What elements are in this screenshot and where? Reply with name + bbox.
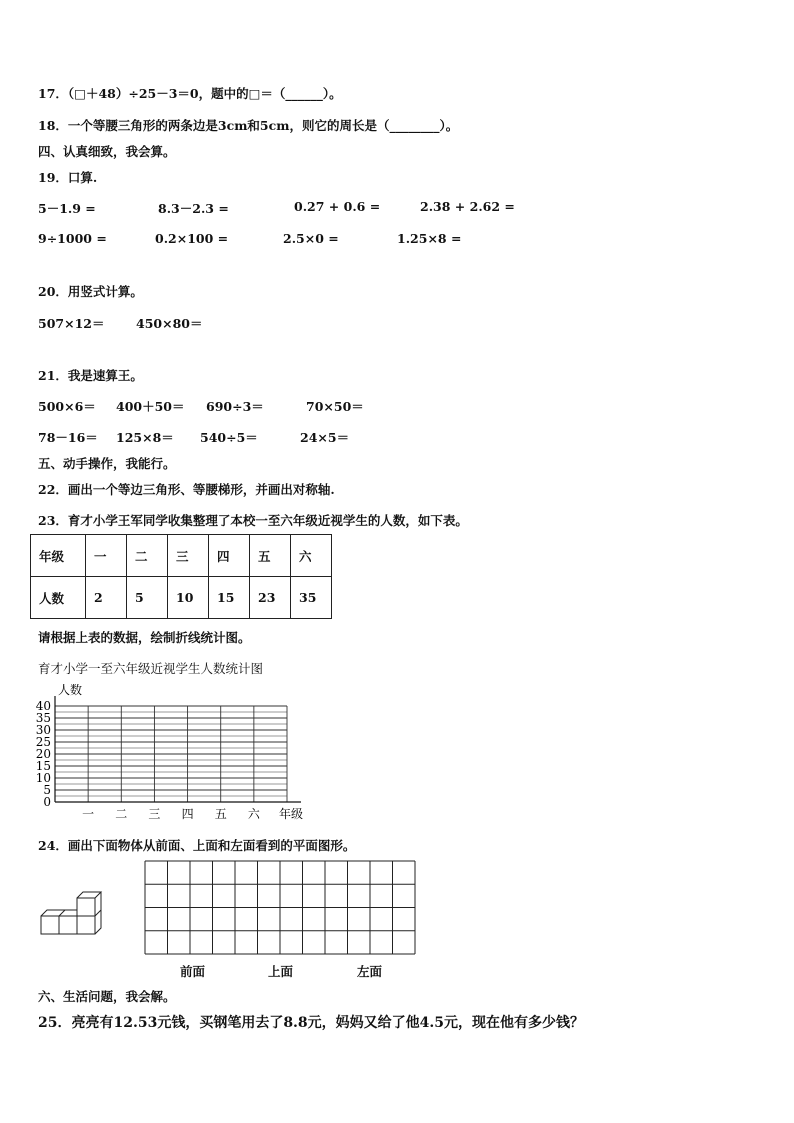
q21-expr-6: 125×8＝ bbox=[116, 430, 174, 445]
y-tick-label: 35 bbox=[35, 711, 51, 725]
question-24: 24．画出下面物体从前面、上面和左面看到的平面图形。 bbox=[38, 838, 356, 853]
chart-title: 育才小学一至六年级近视学生人数统计图 bbox=[38, 661, 264, 676]
cube-figure-svg bbox=[40, 890, 110, 940]
x-tick-label: 六 bbox=[247, 807, 260, 821]
question-18: 18．一个等腰三角形的两条边是3cm和5cm，则它的周长是（________）。 bbox=[38, 118, 459, 133]
question-17: 17．（□＋48）÷25－3＝0，题中的□＝（______）。 bbox=[38, 86, 342, 101]
x-tick-label: 五 bbox=[214, 807, 227, 821]
q20-expr-2: 450×80＝ bbox=[136, 316, 203, 331]
view-label-front: 前面 bbox=[180, 964, 206, 979]
q19-expr-7: 2.5×0 = bbox=[283, 231, 339, 246]
table-cell: 六 bbox=[291, 535, 332, 577]
section-5-heading: 五、动手操作，我能行。 bbox=[38, 456, 176, 471]
y-tick-label: 0 bbox=[43, 795, 51, 809]
q19-expr-2: 8.3－2.3 = bbox=[158, 201, 229, 216]
q19-expr-3: 0.27 + 0.6 = bbox=[294, 199, 381, 214]
table-row bbox=[31, 535, 332, 577]
section-4-heading: 四、认真细致，我会算。 bbox=[38, 144, 176, 159]
table-cell: 年级 bbox=[31, 535, 86, 577]
y-axis-label: 人数 bbox=[58, 684, 83, 697]
q21-expr-4: 70×50＝ bbox=[306, 399, 364, 414]
q19-expr-1: 5－1.9 = bbox=[38, 201, 96, 216]
table-row bbox=[31, 577, 332, 619]
table-cell: 5 bbox=[127, 577, 168, 619]
table-cell: 二 bbox=[127, 535, 168, 577]
q21-expr-5: 78－16＝ bbox=[38, 430, 98, 445]
q19-expr-4: 2.38 + 2.62 = bbox=[420, 199, 515, 214]
table-cell: 15 bbox=[209, 577, 250, 619]
y-tick-label: 25 bbox=[35, 735, 51, 749]
chart-svg bbox=[30, 684, 320, 824]
x-tick-label: 一 bbox=[82, 807, 95, 821]
q19-expr-5: 9÷1000 = bbox=[38, 231, 107, 246]
y-tick-label: 30 bbox=[35, 723, 51, 737]
q21-expr-3: 690÷3＝ bbox=[206, 399, 264, 414]
q21-expr-2: 400＋50＝ bbox=[116, 399, 185, 414]
line-chart bbox=[30, 684, 320, 824]
question-21: 21．我是速算王。 bbox=[38, 368, 143, 383]
x-axis-label: 年级 bbox=[278, 807, 304, 821]
x-tick-label: 二 bbox=[115, 807, 128, 821]
x-tick-label: 三 bbox=[148, 807, 161, 821]
table-cell: 人数 bbox=[31, 577, 86, 619]
question-23: 23．育才小学王军同学收集整理了本校一至六年级近视学生的人数，如下表。 bbox=[38, 513, 468, 528]
q21-expr-7: 540÷5＝ bbox=[200, 430, 258, 445]
question-22: 22．画出一个等边三角形、等腰梯形，并画出对称轴. bbox=[38, 482, 335, 497]
table-cell: 五 bbox=[250, 535, 291, 577]
question-20: 20．用竖式计算。 bbox=[38, 284, 143, 299]
table-cell: 一 bbox=[86, 535, 127, 577]
q20-expr-1: 507×12＝ bbox=[38, 316, 105, 331]
table-cell: 10 bbox=[168, 577, 209, 619]
q21-expr-1: 500×6＝ bbox=[38, 399, 96, 414]
y-tick-label: 5 bbox=[43, 783, 51, 797]
y-tick-label: 15 bbox=[35, 759, 51, 773]
y-tick-label: 10 bbox=[35, 771, 51, 785]
question-19: 19．口算. bbox=[38, 170, 98, 185]
data-table bbox=[30, 534, 332, 619]
table-cell: 35 bbox=[291, 577, 332, 619]
x-tick-label: 四 bbox=[181, 807, 194, 821]
q23-instruction: 请根据上表的数据，绘制折线统计图。 bbox=[38, 630, 251, 645]
table-cell: 四 bbox=[209, 535, 250, 577]
y-tick-label: 40 bbox=[35, 699, 51, 713]
drawing-grid-svg bbox=[144, 860, 416, 955]
view-label-left: 左面 bbox=[357, 964, 383, 979]
table-cell: 三 bbox=[168, 535, 209, 577]
y-tick-label: 20 bbox=[35, 747, 51, 761]
table-cell: 2 bbox=[86, 577, 127, 619]
section-6-heading: 六、生活问题，我会解。 bbox=[38, 989, 176, 1004]
table-cell: 23 bbox=[250, 577, 291, 619]
view-label-top: 上面 bbox=[268, 964, 294, 979]
drawing-grid bbox=[144, 860, 416, 955]
question-25: 25．亮亮有12.53元钱，买钢笔用去了8.8元，妈妈又给了他4.5元，现在他有多少钱？ bbox=[38, 1015, 585, 1031]
cube-figure bbox=[40, 890, 110, 940]
q21-expr-8: 24×5＝ bbox=[300, 430, 350, 445]
q19-expr-6: 0.2×100 = bbox=[155, 231, 229, 246]
q19-expr-8: 1.25×8 = bbox=[397, 231, 462, 246]
